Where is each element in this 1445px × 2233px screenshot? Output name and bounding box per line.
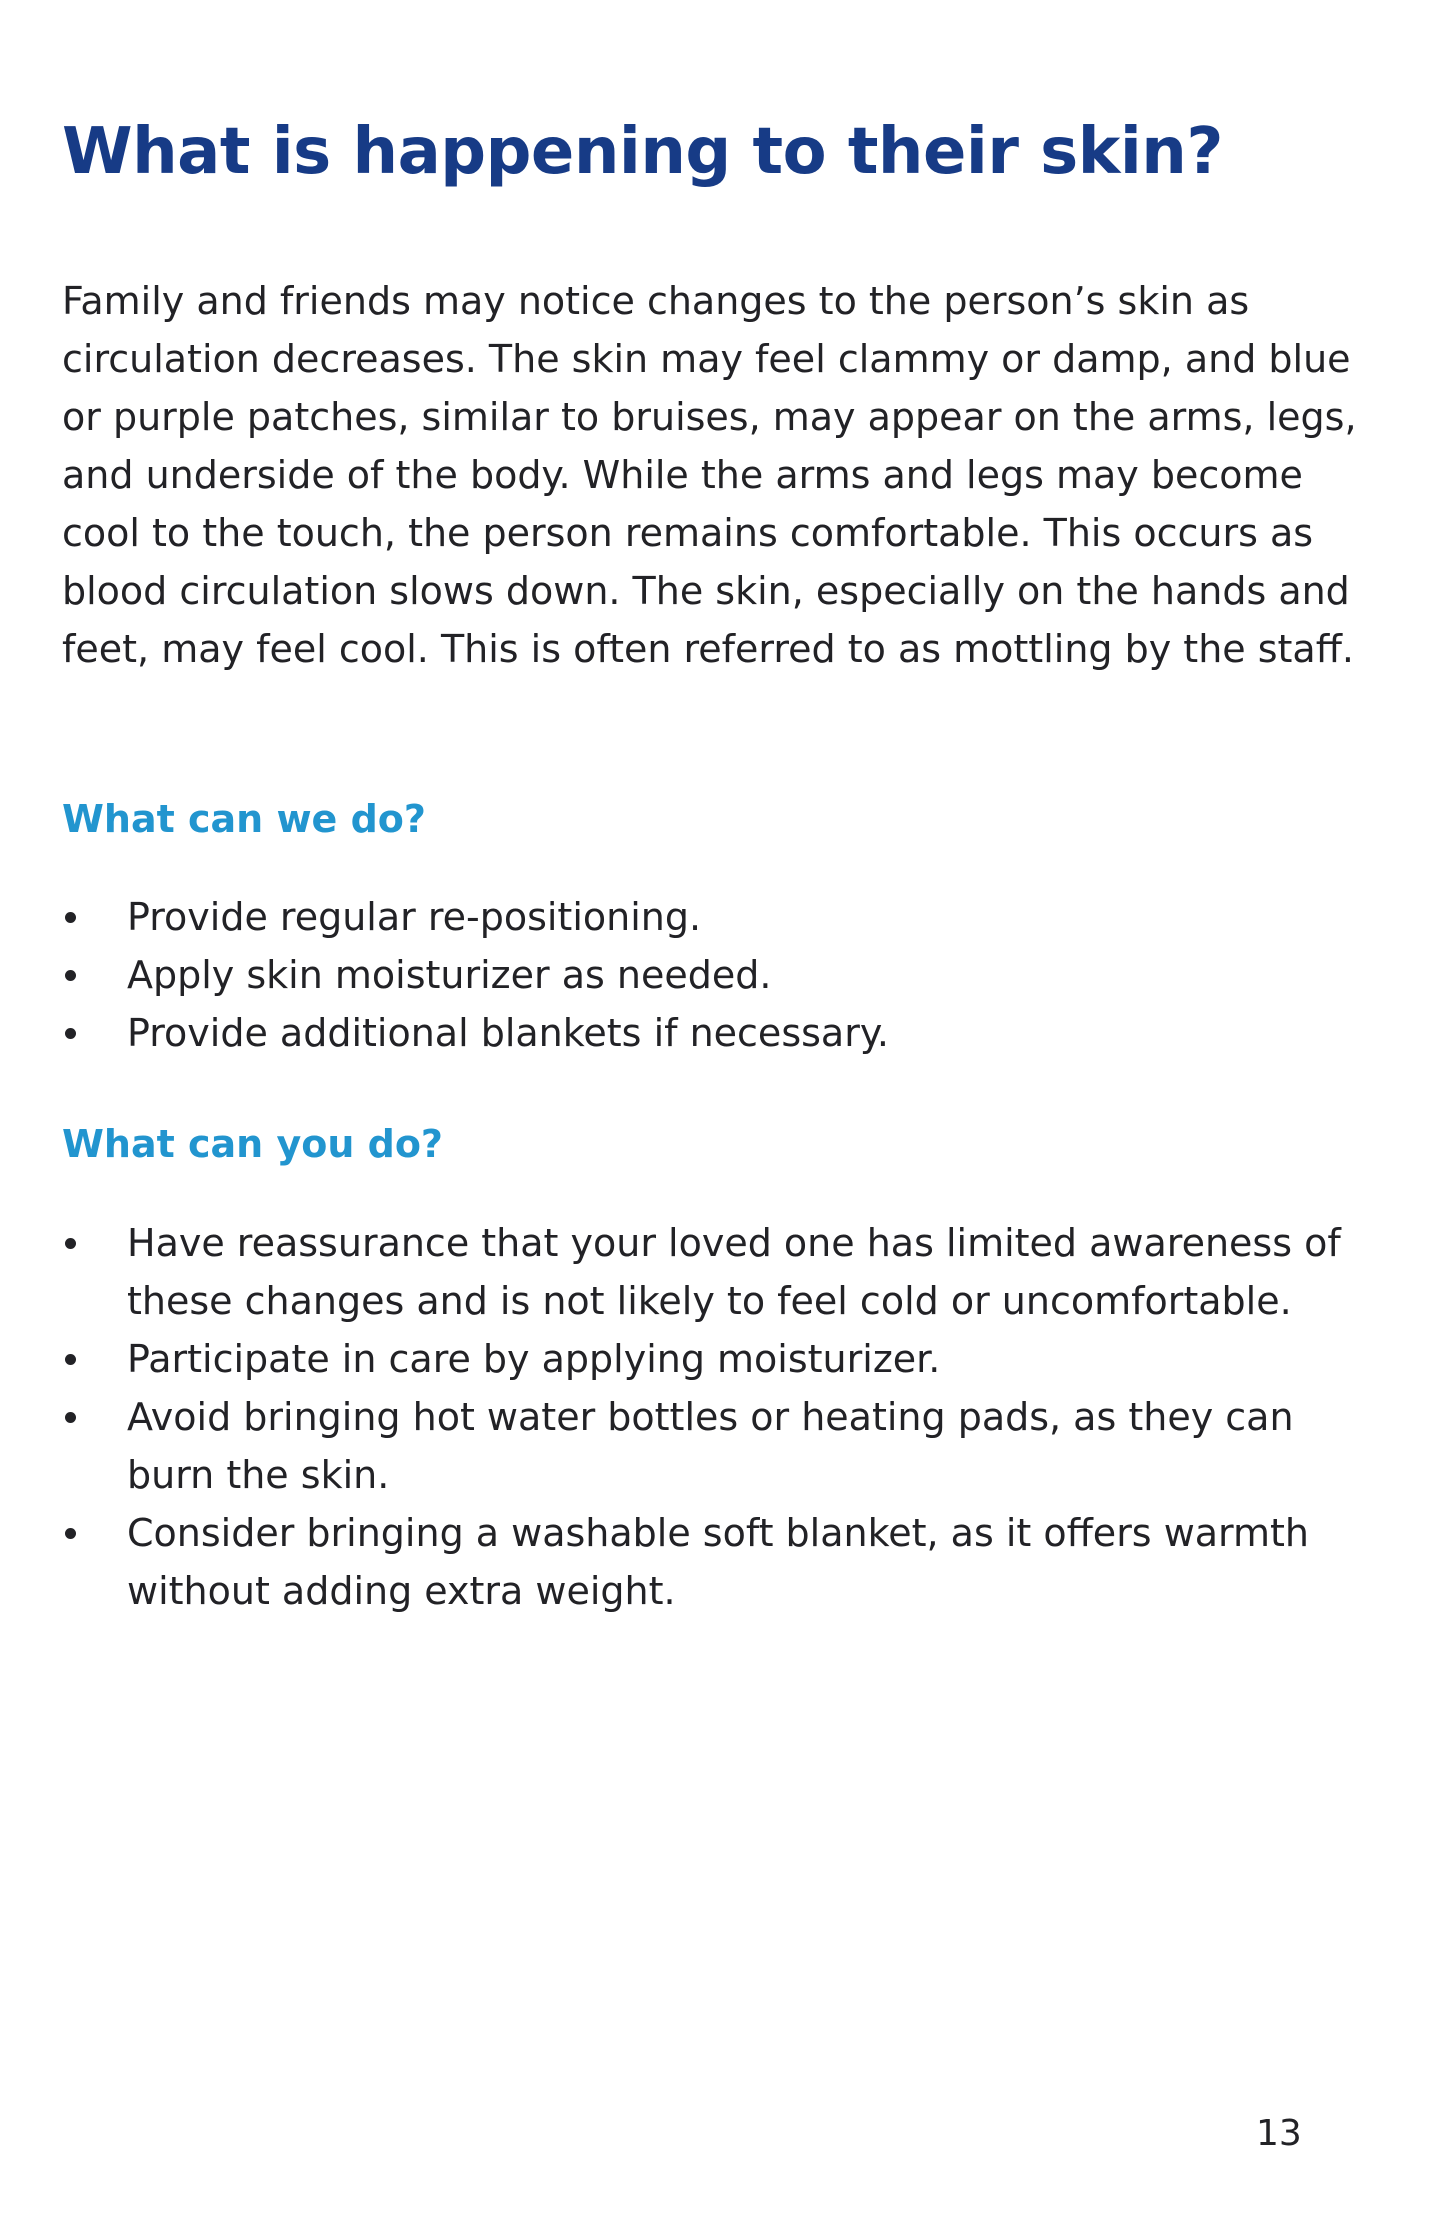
list-item — [62, 1330, 1382, 1388]
page-number: 13 — [1256, 2113, 1302, 2154]
list-item-text: Provide regular re-positioning. — [127, 895, 702, 939]
bullet-list-what-can-we-do — [62, 888, 1382, 1062]
bullet-icon — [65, 1028, 76, 1039]
list-item — [62, 888, 1382, 946]
list-item-text: Consider bringing a washable soft blanket, as it offers warmth without adding extra weight. — [127, 1511, 1310, 1613]
bullet-icon — [65, 1354, 76, 1365]
list-item-text: Provide additional blankets if necessary. — [127, 1011, 889, 1055]
list-item-text: Avoid bringing hot water bottles or heating pads, as they can burn the skin. — [127, 1395, 1294, 1497]
list-item-text: Have reassurance that your loved one has limited awareness of these changes and is not likely to feel cold or uncomfortable. — [127, 1221, 1341, 1323]
bullet-icon — [65, 1412, 76, 1423]
list-item — [62, 1214, 1382, 1330]
list-item — [62, 1504, 1382, 1620]
page-title: What is happening to their skin? — [62, 115, 1223, 189]
intro-paragraph: Family and friends may notice changes to the person’s skin as circulation decreases. The skin may feel clammy or damp, and blue or purple patches, similar to bruises, may appear on the arms, legs, and underside of the body. While the arms and legs may become cool to the touch, the person remains comfortable. This occurs as blood circulation slows down. The skin, especially on the hands and feet, may feel cool. This is often referred to as mottling by the staff. — [62, 279, 1357, 671]
bullet-icon — [65, 1528, 76, 1539]
section-heading-what-can-you-do: What can you do? — [62, 1122, 443, 1166]
bullet-icon — [65, 970, 76, 981]
list-item — [62, 946, 1382, 1004]
list-item — [62, 1388, 1382, 1504]
bullet-icon — [65, 1238, 76, 1249]
list-item-text: Apply skin moisturizer as needed. — [127, 953, 772, 997]
list-item-text: Participate in care by applying moisturizer. — [127, 1337, 941, 1381]
list-item — [62, 1004, 1382, 1062]
bullet-list-what-can-you-do — [62, 1214, 1382, 1620]
bullet-icon — [65, 912, 76, 923]
section-heading-what-can-we-do: What can we do? — [62, 797, 426, 841]
